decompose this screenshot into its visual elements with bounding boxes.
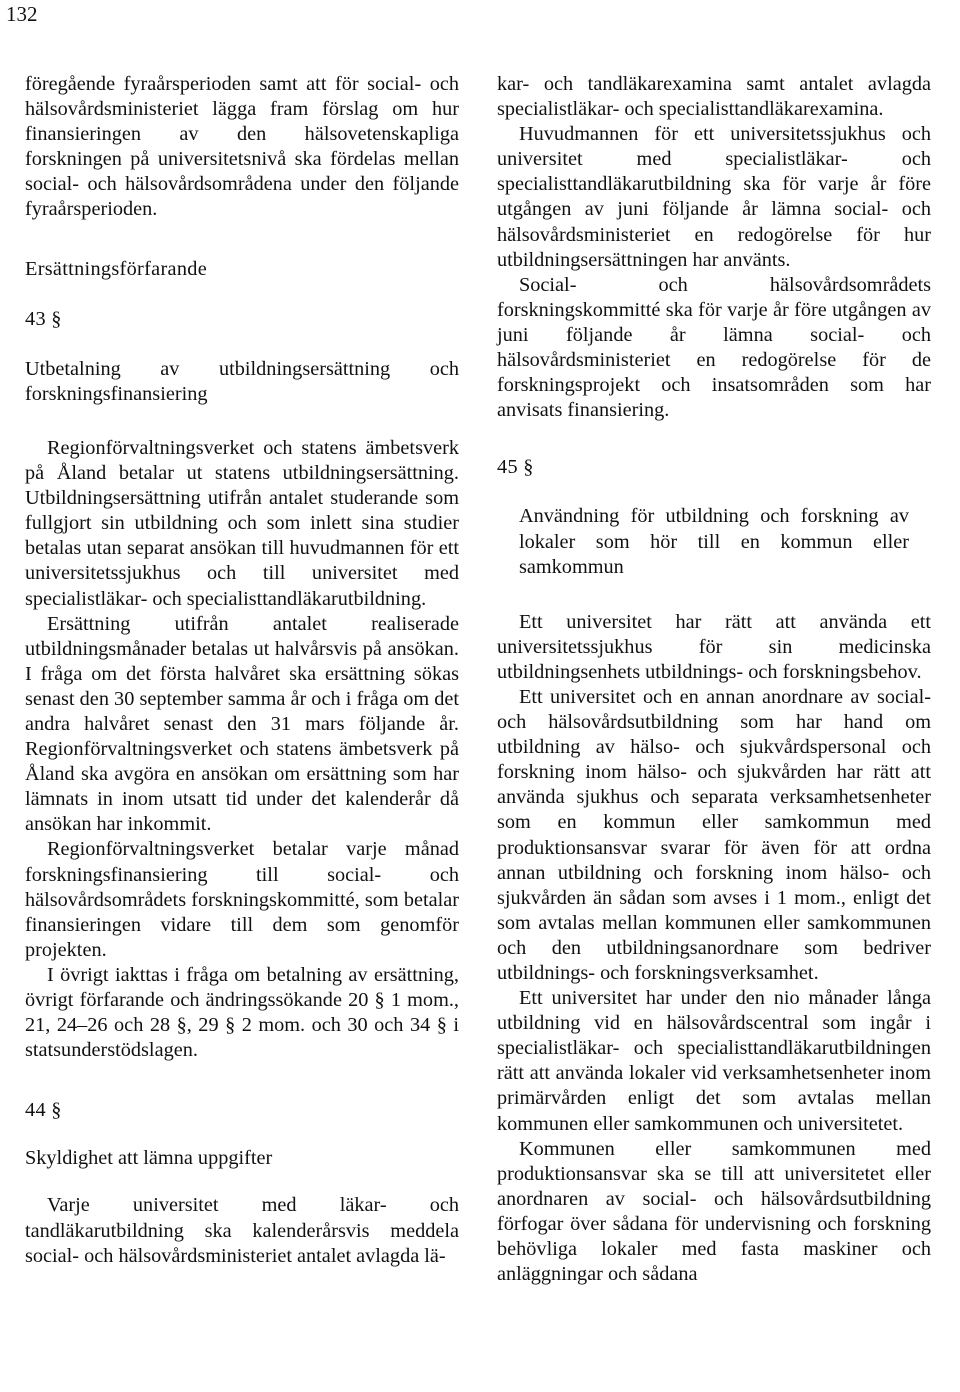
section-43-title: Utbetalning av utbildningsersättning och forskningsfinansiering [25,357,459,405]
left-column [25,72,459,1269]
section-45-paragraph-1: Ett universitet har rätt att använda ett universitetssjukhus för sin medicinska utbildningsenhets utbildnings- och forskningsbehov. [497,610,931,683]
section-43-paragraph-2: Ersättning utifrån antalet realiserade utbildningsmånader betalas ut halvårsvis på ansökan. I fråga om det första halvåret ska ersättning sökas senast den 30 september samma år och i fråga om det andra halvåret senast den 31 mars följande år. Regionförvaltningsverket och statens ämbetsverk på Åland ska avgöra en ansökan om ersättning som har lämnats in inom utsatt tid under det kalenderår då ansökan har inkommit. [25,612,459,836]
section-45-number: 45 § [497,456,534,479]
section-44-continuation: kar- och tandläkarexamina samt antalet avlagda specialistläkar- och specialisttandläkarexamina. [497,73,931,121]
section-44-title: Skyldighet att lämna uppgifter [25,1147,273,1170]
section-45-paragraph-2: Ett universitet och en annan anordnare av social- och hälsovårdsutbildning som har hand om utbildning av hälso- och sjukvårdspersonal och forskning inom hälso- och sjukvården har rätt att använda sjukhus och separata verksamhetsenheter som en kommun eller samkommun med produktionsansvar svarar för även för att ordna annan utbildning och forskning inom hälso- och sjukvården än sådan som avses i 1 mom., enligt det som avtalas mellan kommunen eller samkommunen och den utbildningsanordnare som bedriver utbildnings- och forskningsverksamhet. [497,685,931,984]
right-column [497,72,931,1287]
section-43-number: 43 § [25,307,62,330]
section-44-paragraph-2: Huvudmannen för ett universitetssjukhus och universitet med specialistläkar- och specialisttandläkarutbildning ska för varje år före utgången av juni följande år lämna social- och hälsovårdsministeriet en redogörelse för hur utbildningsersättningen har använts. [497,123,931,271]
page-number: 132 [6,2,38,26]
section-43-paragraph-3: Regionförvaltningsverket betalar varje månad forskningsfinansiering till social- och hälsovårdsområdets forskningskommitté, som betalar finansieringen vidare till dem som genomför projekten. [25,838,459,961]
intro-paragraph: föregående fyraårsperioden samt att för social- och hälsovårdsministeriet lägga fram förslag om hur finansieringen av den hälsovetenskapliga forskningen på universitetsnivå ska fördelas mellan social- och hälsovårdsområdena under den följande fyraårsperioden. [25,73,459,221]
section-45-paragraph-3: Ett universitet har under den nio månader långa utbildning vid en hälsovårdscentral som ingår i specialistläkar- och specialisttandläkarutbildningen rätt att använda lokaler vid verksamhetsenheter inom primärvården enligt det som avtalas mellan kommunen eller samkommunen och universitetet. [497,987,931,1135]
chapter-heading: Ersättningsförfarande [25,257,207,280]
section-44-paragraph-3: Social- och hälsovårdsområdets forskningskommitté ska för varje år före utgången av juni följande år lämna social- och hälsovårdsministeriet en redogörelse för de forskningsprojekt och insatsområden som har anvisats finansiering. [497,273,931,422]
section-43-paragraph-1: Regionförvaltningsverket och statens ämbetsverk på Åland betalar ut statens utbildningsersättning. Utbildningsersättning utifrån antalet studerande som fullgjort sin utbildning och som inlett sina studier betalas utan separat ansökan till huvudmannen för ett universitetssjukhus och till universitet med specialistläkar- och specialisttandläkarutbildning. [25,436,459,610]
section-43-paragraph-4: I övrigt iakttas i fråga om betalning av ersättning, övrigt förfarande och ändringssökande 20 § 1 mom., 21, 24–26 och 28 §, 29 § 2 mom. och 30 och 34 § i statsunderstödslagen. [25,963,459,1062]
section-44-paragraph-start: Varje universitet med läkar- och tandläkarutbildning ska kalenderårsvis meddela social- och hälsovårdsministeriet antalet avlagda lä- [25,1194,459,1267]
section-45-title: Användning för utbildning och forskning av lokaler som hör till en kommun eller samkommun [519,505,909,578]
section-44-number: 44 § [25,1099,62,1122]
section-45-paragraph-4: Kommunen eller samkommunen med produktionsansvar ska se till att universitetet eller anordnaren av social- och hälsovårdsutbildning förfogar över sådana för undervisning och forskning behövliga lokaler med fasta maskiner och anläggningar och sådana [497,1137,931,1286]
